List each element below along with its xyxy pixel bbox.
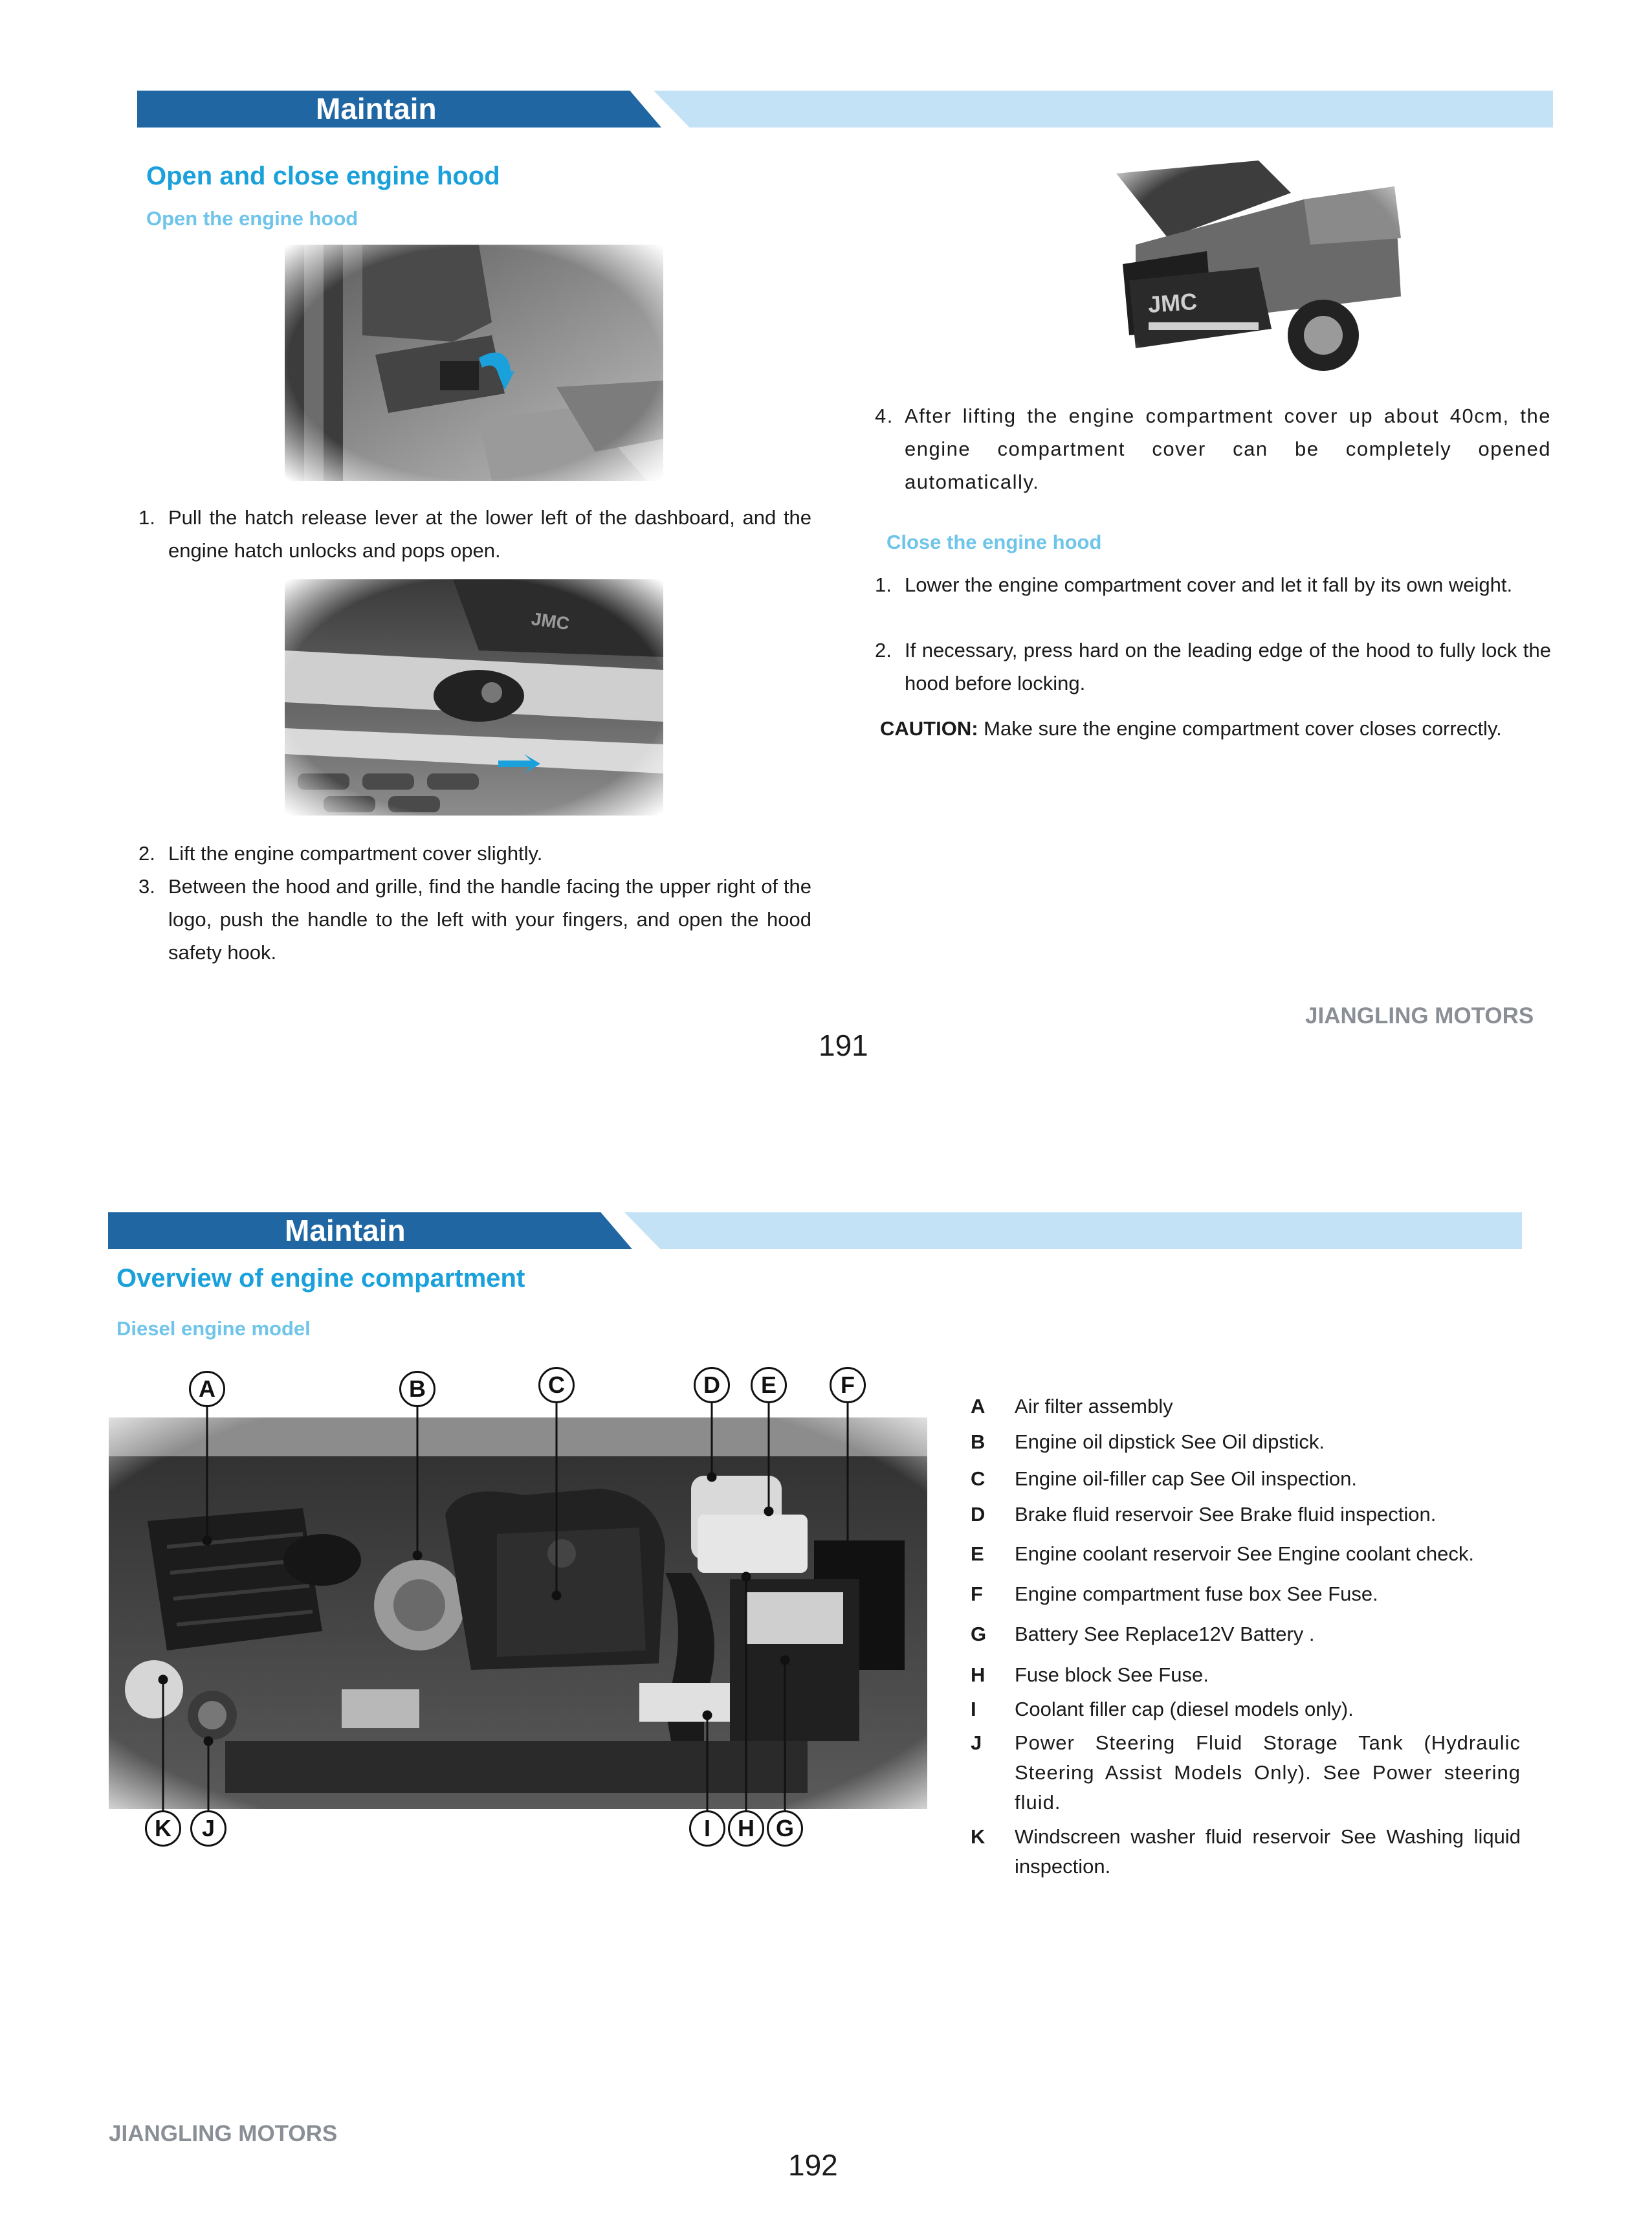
callout-k: K bbox=[145, 1810, 181, 1847]
legend-key: B bbox=[971, 1430, 986, 1453]
caution-text: Make sure the engine compartment cover closes correctly. bbox=[978, 717, 1502, 740]
legend-item-d bbox=[971, 1500, 1521, 1529]
legend-text: Engine compartment fuse box See Fuse. bbox=[1015, 1583, 1378, 1605]
legend-text: Coolant filler cap (diesel models only). bbox=[1015, 1698, 1354, 1720]
footer-brand: JIANGLING MOTORS bbox=[1305, 1003, 1534, 1028]
step-4-number: 4. bbox=[875, 405, 894, 427]
callout-d: D bbox=[694, 1367, 730, 1403]
subheading-open-hood: Open the engine hood bbox=[146, 207, 358, 230]
callout-f: F bbox=[830, 1367, 866, 1403]
legend-text: Fuse block See Fuse. bbox=[1015, 1663, 1209, 1686]
legend-text: Air filter assembly bbox=[1015, 1395, 1173, 1417]
step-1-number: 1. bbox=[138, 506, 155, 529]
legend-item-f bbox=[971, 1579, 1521, 1609]
legend-key: K bbox=[971, 1825, 986, 1848]
legend-key: G bbox=[971, 1623, 987, 1645]
callout-j: J bbox=[190, 1810, 226, 1847]
legend-item-e bbox=[971, 1539, 1521, 1569]
legend-key: H bbox=[971, 1663, 986, 1686]
legend-text: Engine oil-filler cap See Oil inspection. bbox=[1015, 1467, 1357, 1490]
legend-key: I bbox=[971, 1698, 976, 1720]
callout-i: I bbox=[689, 1810, 725, 1847]
close-step-1-number: 1. bbox=[875, 573, 892, 596]
legend-item-c bbox=[971, 1464, 1521, 1494]
legend-item-j bbox=[971, 1728, 1521, 1817]
caution-label: CAUTION: bbox=[880, 717, 978, 740]
page-number: 192 bbox=[788, 2148, 838, 2182]
legend-text: Brake fluid reservoir See Brake fluid inspection. bbox=[1015, 1503, 1437, 1526]
step-3-number: 3. bbox=[138, 875, 155, 898]
legend-text: Battery See Replace12V Battery . bbox=[1015, 1623, 1315, 1645]
legend-key: D bbox=[971, 1503, 986, 1526]
legend-item-k bbox=[971, 1822, 1521, 1882]
step-4-text: After lifting the engine compartment cover up about 40cm, the engine compartment cover can be completely opened automatically. bbox=[905, 405, 1551, 493]
step-2-text: Lift the engine compartment cover slightly. bbox=[168, 842, 543, 865]
legend-item-h bbox=[971, 1660, 1521, 1690]
callout-g: G bbox=[767, 1810, 803, 1847]
legend-text: Windscreen washer fluid reservoir See Washing liquid inspection. bbox=[1015, 1825, 1521, 1878]
legend-item-i bbox=[971, 1694, 1521, 1724]
subheading-diesel: Diesel engine model bbox=[116, 1317, 311, 1340]
subheading-close-hood: Close the engine hood bbox=[887, 531, 1102, 553]
legend-key: F bbox=[971, 1583, 983, 1605]
legend-text: Engine coolant reservoir See Engine coolant check. bbox=[1015, 1542, 1474, 1565]
legend-key: C bbox=[971, 1467, 986, 1490]
section-banner-title: Maintain bbox=[316, 92, 437, 126]
step-3-text: Between the hood and grille, find the handle facing the upper right of the logo, push the handle to the left with your fingers, and open the hood safety hook. bbox=[168, 875, 811, 964]
callout-b: B bbox=[399, 1371, 435, 1407]
section-heading: Overview of engine compartment bbox=[116, 1264, 525, 1293]
callout-e: E bbox=[751, 1367, 787, 1403]
step-2-number: 2. bbox=[138, 842, 155, 865]
callout-a: A bbox=[189, 1371, 225, 1407]
legend-text: Engine oil dipstick See Oil dipstick. bbox=[1015, 1430, 1325, 1453]
legend-key: A bbox=[971, 1395, 986, 1417]
callout-c: C bbox=[538, 1367, 575, 1403]
step-1-text: Pull the hatch release lever at the lower left of the dashboard, and the engine hatch unlocks and pops open. bbox=[168, 506, 811, 562]
section-banner-title: Maintain bbox=[285, 1214, 406, 1247]
section-heading: Open and close engine hood bbox=[146, 162, 500, 190]
callout-h: H bbox=[728, 1810, 764, 1847]
page-number: 191 bbox=[819, 1028, 868, 1062]
footer-brand: JIANGLING MOTORS bbox=[109, 2121, 338, 2146]
legend-item-b bbox=[971, 1427, 1521, 1457]
legend-key: J bbox=[971, 1731, 983, 1754]
legend-item-g bbox=[971, 1619, 1521, 1649]
legend-item-a bbox=[971, 1392, 1521, 1421]
legend-text: Power Steering Fluid Storage Tank (Hydraulic Steering Assist Models Only). See Power steering fluid. bbox=[1015, 1731, 1521, 1814]
close-step-2-number: 2. bbox=[875, 639, 892, 661]
close-step-1-text: Lower the engine compartment cover and let it fall by its own weight. bbox=[905, 573, 1513, 596]
legend-key: E bbox=[971, 1542, 984, 1565]
close-step-2-text: If necessary, press hard on the leading edge of the hood to fully lock the hood before locking. bbox=[905, 639, 1551, 694]
